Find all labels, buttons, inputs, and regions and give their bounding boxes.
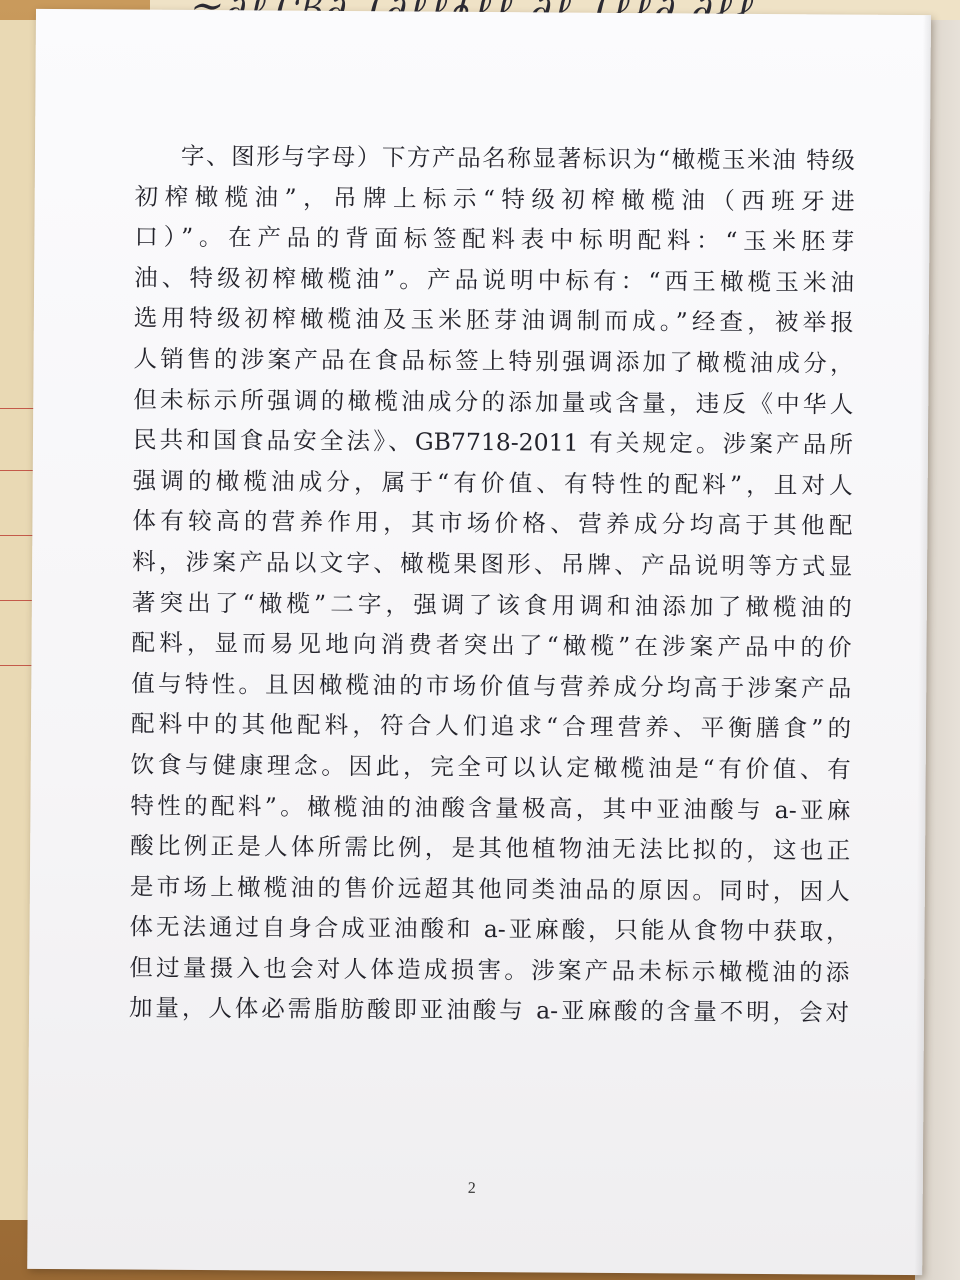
text-line: 著突出了“橄榄”二字，强调了该食用调和油添加了橄榄油的	[131, 588, 852, 622]
text-line: 字、图形与字母）下方产品名称显著标识为“橄榄玉米油 特级	[180, 141, 856, 175]
document-page	[27, 9, 931, 1275]
text-line: 加量，人体必需脂肪酸即亚油酸与 a-亚麻酸的含量不明，会对	[128, 994, 850, 1028]
text-line: 体无法通过自身合成亚油酸和 a-亚麻酸，只能从食物中获取，	[129, 912, 850, 946]
text-line: 选用特级初榨橄榄油及玉米胚芽油调制而成。”经查，被举报	[133, 303, 854, 337]
text-line: 但过量摄入也会对人体造成损害。涉案产品未标示橄榄油的添	[129, 953, 850, 987]
text-line: 是市场上橄榄油的售价远超其他同类油品的原因。同时，因人	[129, 872, 850, 906]
text-line: 料，涉案产品以文字、橄榄果图形、吊牌、产品说明等方式显	[132, 547, 853, 581]
text-line: 值与特性。且因橄榄油的市场价值与营养成分均高于涉案产品	[131, 669, 852, 703]
text-line: 口）”。在产品的背面标签配料表中标明配料：“玉米胚芽	[134, 222, 855, 256]
text-line: 酸比例正是人体所需比例，是其他植物油无法比拟的，这也正	[130, 831, 851, 865]
body-text	[129, 136, 855, 1034]
text-line: 强调的橄榄油成分，属于“有价值、有特性的配料”，且对人	[132, 466, 853, 500]
text-line: 饮食与健康理念。因此，完全可以认定橄榄油是“有价值、有	[130, 750, 851, 784]
text-line: 配料，显而易见地向消费者突出了“橄榄”在涉案产品中的价	[131, 628, 852, 662]
text-line: 人销售的涉案产品在食品标签上特别强调添加了橄榄油成分，	[133, 344, 854, 378]
text-line: 初榨橄榄油”，吊牌上标示“特级初榨橄榄油（西班牙进	[134, 182, 855, 216]
text-line: 体有较高的营养作用，其市场价格、营养成分均高于其他配	[132, 506, 853, 540]
text-line: 民共和国食品安全法》、GB7718-2011 有关规定。涉案产品所	[132, 425, 854, 459]
text-line: 特性的配料”。橄榄油的油酸含量极高，其中亚油酸与 a-亚麻	[130, 791, 851, 825]
text-line: 但未标示所强调的橄榄油成分的添加量或含量，违反《中华人	[133, 385, 854, 419]
text-line: 油、特级初榨橄榄油”。产品说明中标有：“西王橄榄玉米油	[134, 263, 855, 297]
text-line: 配料中的其他配料，符合人们追求“合理营养、平衡膳食”的	[130, 709, 852, 743]
page-number: 2	[467, 1179, 476, 1197]
